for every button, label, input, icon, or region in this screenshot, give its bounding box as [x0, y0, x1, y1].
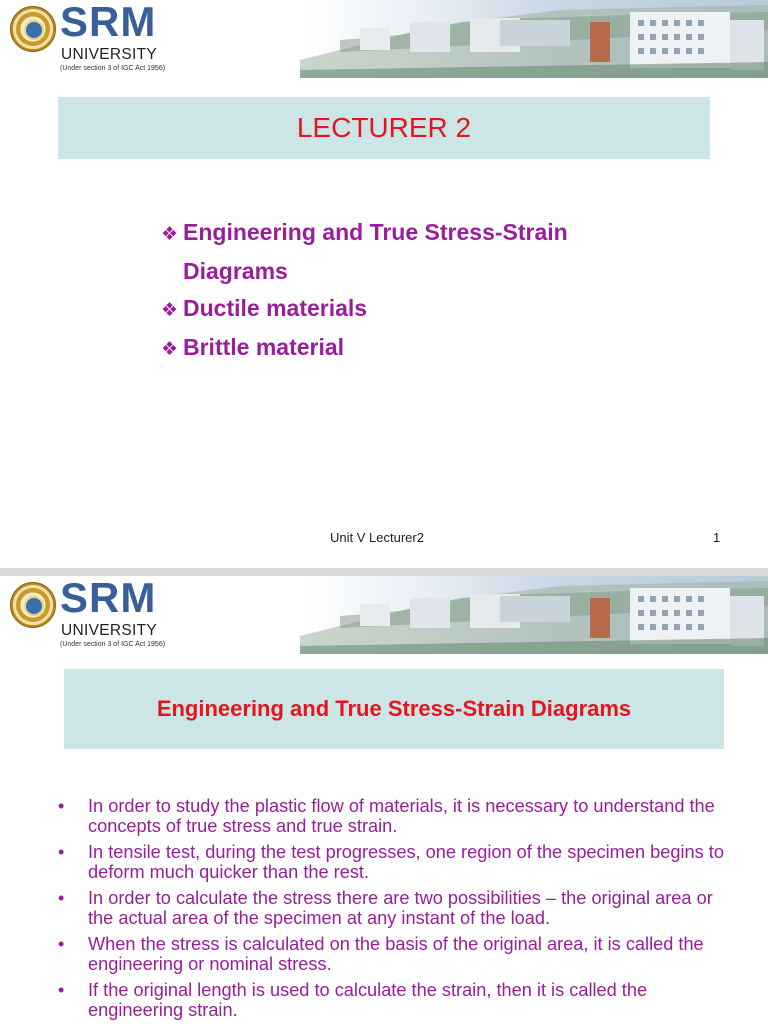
diamond-bullet-icon: ❖	[161, 300, 179, 321]
content-list	[58, 796, 728, 1024]
list-item: • In order to calculate the stress there are two possibilities – the original area or the actual area of the specimen at any instant of the load.	[58, 888, 713, 928]
diamond-bullet-icon: ❖	[161, 224, 179, 245]
campus-banner-image	[300, 576, 768, 654]
list-item: • In order to study the plastic flow of materials, it is necessary to understand the concepts of true stress and true strain.	[58, 796, 715, 836]
slide-title-box	[64, 669, 724, 749]
logo-name: SRM	[60, 0, 157, 45]
bullet-icon: •	[58, 980, 65, 1000]
logo-tagline: (Under section 3 of IGC Act 1956)	[60, 65, 166, 72]
slide-footer: Unit V Lecturer2	[330, 530, 424, 545]
slide-title: LECTURER 2	[296, 112, 472, 143]
slide-title: Engineering and True Stress-Strain Diagrams	[156, 696, 632, 721]
bullet-icon: •	[58, 842, 65, 862]
slide-2	[0, 576, 768, 1024]
slide-header	[0, 576, 768, 660]
slide-header	[0, 0, 768, 84]
university-seal-icon	[10, 6, 56, 52]
list-item: • When the stress is calculated on the basis of the original area, it is called the engineering or nominal stress.	[58, 934, 704, 974]
srm-logo	[10, 0, 170, 78]
diamond-bullet-icon: ❖	[161, 339, 179, 360]
srm-logo	[10, 576, 170, 654]
logo-name: SRM	[60, 576, 157, 621]
campus-banner-image	[300, 0, 768, 78]
university-seal-icon	[10, 582, 56, 628]
logo-tagline: (Under section 3 of IGC Act 1956)	[60, 641, 166, 648]
page-number: 1	[713, 530, 721, 545]
bullet-icon: •	[58, 888, 65, 908]
logo-subtitle: UNIVERSITY	[61, 622, 158, 639]
list-item: ❖ Ductile materials	[161, 290, 681, 329]
list-item: • If the original length is used to calculate the strain, then it is called the engineering strain.	[58, 980, 648, 1020]
slide-title-box	[58, 97, 710, 159]
list-item: ❖ Engineering and True Stress-Strain Diagrams	[161, 214, 681, 290]
slide-divider	[0, 568, 768, 576]
list-item: ❖ Brittle material	[161, 329, 681, 368]
bullet-icon: •	[58, 934, 65, 954]
topic-list	[161, 214, 681, 368]
list-item: • In tensile test, during the test progresses, one region of the specimen begins to deform much quicker than the rest.	[58, 842, 724, 882]
bullet-icon: •	[58, 796, 65, 816]
logo-subtitle: UNIVERSITY	[61, 46, 158, 63]
